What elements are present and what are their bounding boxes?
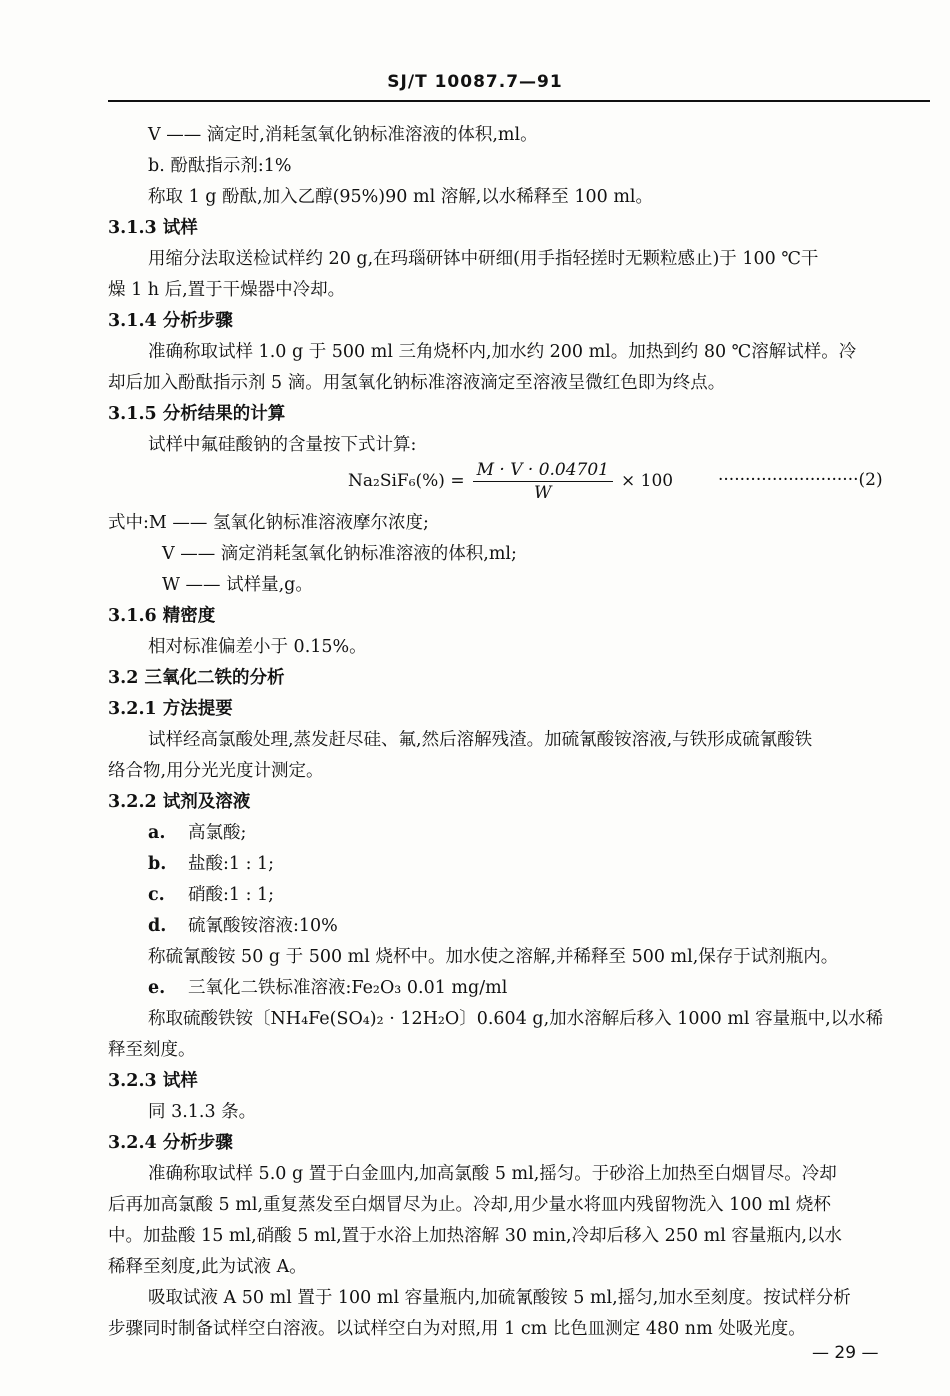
item-label: e. — [148, 978, 166, 998]
reagent-item — [148, 915, 338, 937]
text-line: 称取 1 g 酚酞,加入乙醇(95%)90 ml 溶解,以水稀释至 100 ml。 — [148, 187, 654, 207]
section-heading: 3.2.4 分析步骤 — [108, 1133, 233, 1153]
item-label: c. — [148, 885, 165, 905]
formula-rhs: × 100 — [621, 471, 674, 491]
standard-code-header: SJ/T 10087.7—91 — [387, 72, 563, 92]
formula-numerator: M · V · 0.04701 — [473, 459, 613, 482]
section-heading: 3.1.5 分析结果的计算 — [108, 404, 286, 424]
reagent-item — [148, 822, 246, 844]
text-line: V —— 滴定时,消耗氢氧化钠标准溶液的体积,ml。 — [148, 125, 538, 145]
calculation-formula — [348, 458, 673, 504]
text-line: 步骤同时制备试样空白溶液。以试样空白为对照,用 1 cm 比色皿测定 480 nm 处吸光度。 — [108, 1319, 806, 1339]
text-line: 称取硫酸铁铵〔NH₄Fe(SO₄)₂ · 12H₂O〕0.604 g,加水溶解后移入 1000 ml 容量瓶中,以水稀 — [148, 1009, 884, 1029]
text-line: 式中:M —— 氢氧化钠标准溶液摩尔浓度; — [108, 513, 429, 533]
text-line: W —— 试样量,g。 — [162, 575, 313, 595]
section-heading: 3.1.4 分析步骤 — [108, 311, 233, 331]
item-text: 三氧化二铁标准溶液:Fe₂O₃ 0.01 mg/ml — [188, 978, 508, 998]
text-line: 释至刻度。 — [108, 1040, 196, 1060]
text-line: 准确称取试样 5.0 g 置于白金皿内,加高氯酸 5 ml,摇匀。于砂浴上加热至白烟冒尽。冷却 — [148, 1164, 837, 1184]
item-text: 硝酸:1 : 1; — [188, 885, 275, 905]
text-line: 试样中氟硅酸钠的含量按下式计算: — [148, 435, 417, 455]
header-rule — [108, 100, 930, 102]
item-text: 硫氰酸铵溶液:10% — [188, 916, 338, 936]
section-heading: 3.2.2 试剂及溶液 — [108, 792, 251, 812]
reagent-item — [148, 884, 274, 906]
item-label: a. — [148, 823, 166, 843]
text-line: 试样经高氯酸处理,蒸发赶尽硅、氟,然后溶解残渣。加硫氰酸铵溶液,与铁形成硫氰酸铁 — [148, 730, 813, 750]
section-heading: 3.2.3 试样 — [108, 1071, 198, 1091]
reagent-item — [148, 977, 507, 999]
text-line: 用缩分法取送检试样约 20 g,在玛瑙研钵中研细(用手指轻搓时无颗粒感止)于 100 ℃干 — [148, 249, 819, 269]
formula-fraction — [473, 459, 613, 504]
text-line: 同 3.1.3 条。 — [148, 1102, 257, 1122]
formula-denominator: W — [534, 482, 552, 503]
equation-number: ··························(2) — [718, 470, 883, 490]
text-line: 络合物,用分光光度计测定。 — [108, 761, 324, 781]
text-line: 中。加盐酸 15 ml,硝酸 5 ml,置于水浴上加热溶解 30 min,冷却后移入 250 ml 容量瓶内,以水 — [108, 1226, 842, 1246]
section-heading: 3.2 三氧化二铁的分析 — [108, 668, 285, 688]
item-label: b. — [148, 854, 167, 874]
text-line: 却后加入酚酞指示剂 5 滴。用氢氧化钠标准溶液滴定至溶液呈微红色即为终点。 — [108, 373, 726, 393]
text-line: 准确称取试样 1.0 g 于 500 ml 三角烧杯内,加水约 200 ml。加热到约 80 ℃溶解试样。冷 — [148, 342, 857, 362]
text-line: V —— 滴定消耗氢氧化钠标准溶液的体积,ml; — [162, 544, 517, 564]
reagent-item: b. 酚酞指示剂:1% — [148, 156, 292, 176]
reagent-item — [148, 853, 274, 875]
formula-lhs: Na₂SiF₆(%) = — [348, 471, 465, 491]
page-number: — 29 — — [812, 1343, 879, 1363]
section-heading: 3.1.3 试样 — [108, 218, 198, 238]
text-line: 后再加高氯酸 5 ml,重复蒸发至白烟冒尽为止。冷却,用少量水将皿内残留物洗入 100 ml 烧杯 — [108, 1195, 831, 1215]
text-line: 稀释至刻度,此为试液 A。 — [108, 1257, 307, 1277]
section-heading: 3.1.6 精密度 — [108, 606, 216, 626]
text-line: 燥 1 h 后,置于干燥器中冷却。 — [108, 280, 346, 300]
text-line: 吸取试液 A 50 ml 置于 100 ml 容量瓶内,加硫氰酸铵 5 ml,摇匀,加水至刻度。按试样分析 — [148, 1288, 851, 1308]
item-label: d. — [148, 916, 167, 936]
section-heading: 3.2.1 方法提要 — [108, 699, 233, 719]
item-text: 高氯酸; — [188, 823, 247, 843]
text-line: 称硫氰酸铵 50 g 于 500 ml 烧杯中。加水使之溶解,并稀释至 500 ml,保存于试剂瓶内。 — [148, 947, 839, 967]
text-line: 相对标准偏差小于 0.15%。 — [148, 637, 367, 657]
item-text: 盐酸:1 : 1; — [188, 854, 275, 874]
